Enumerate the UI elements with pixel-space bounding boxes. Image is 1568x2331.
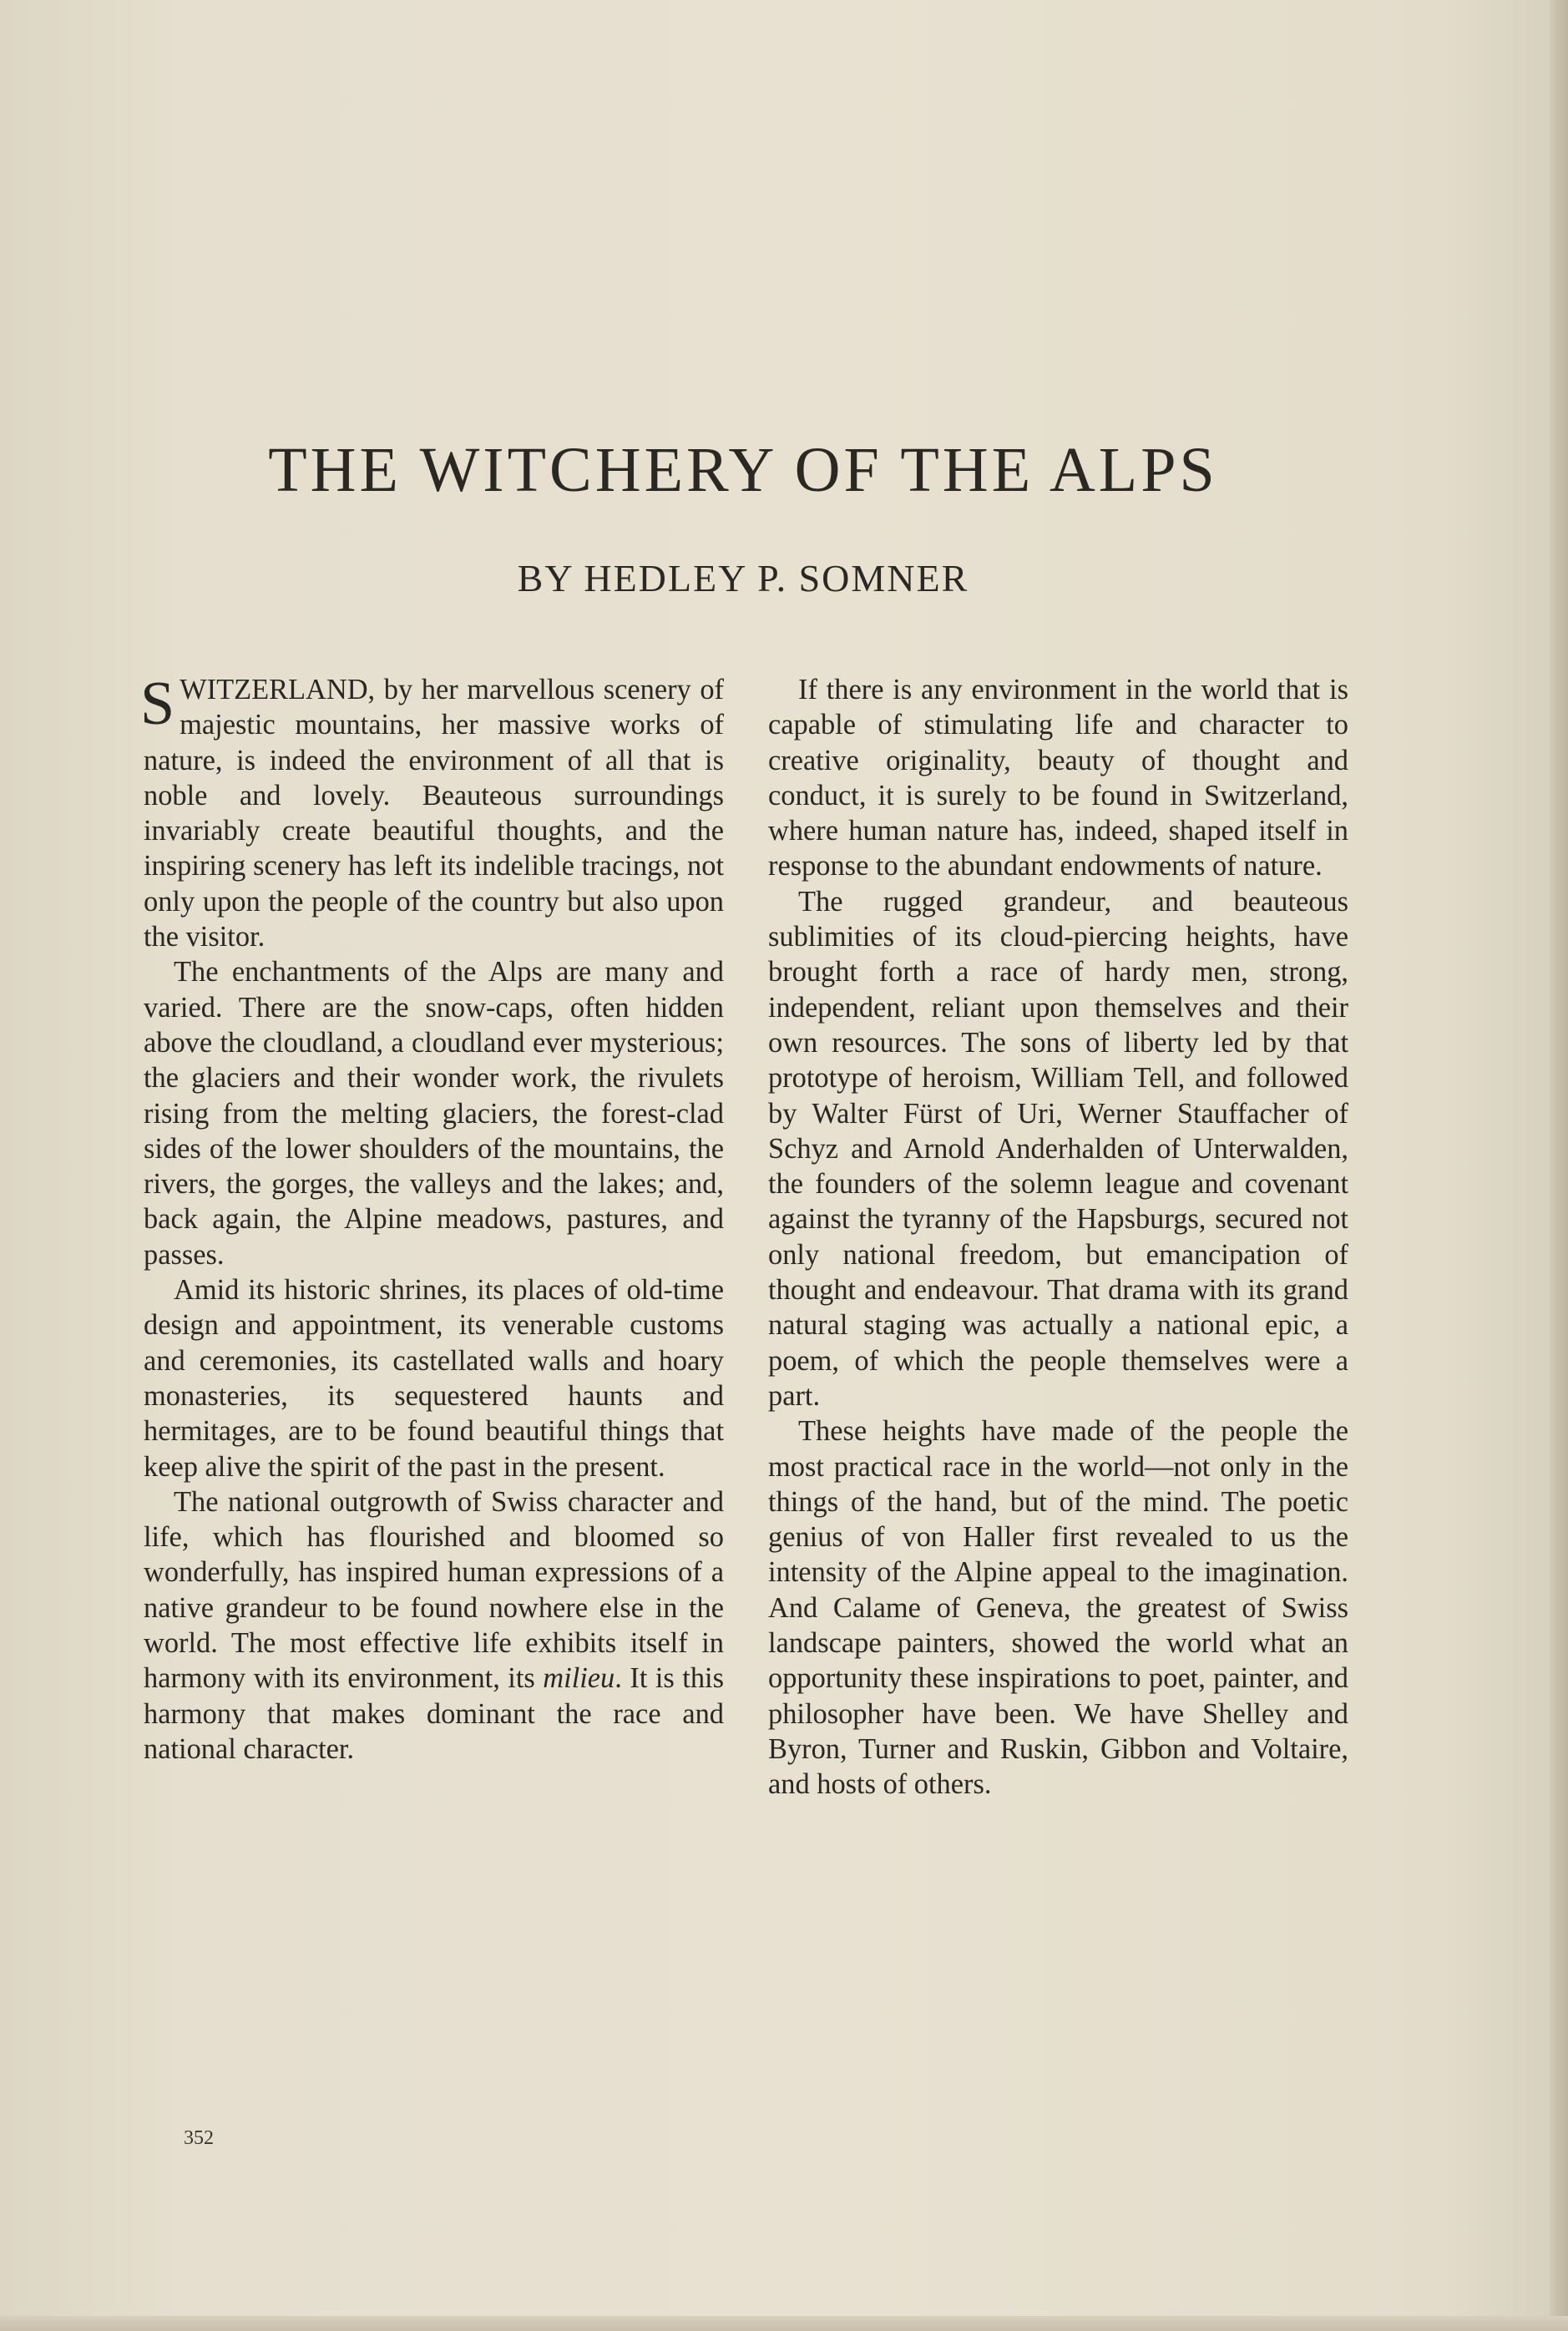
paragraph: These heights have made of the people the most practical race in the world—not only in the things of the hand, but of the mind. The poetic genius of von Haller first revealed to us the intensity of the Alpine appeal to the imagination. And Calame of Geneva, the greatest of Swiss landscape painters, showed the world what an opportunity these inspirations to poet, painter, and philosopher have been. We have Shelley and Byron, Turner and Ruskin, Gibbon and Voltaire, and hosts of others. (768, 1415, 1348, 1801)
paragraph: Amid its historic shrines, its places of old-time design and appointment, its venerable customs and ceremonies, its castellated walls and hoary monasteries, its sequestered haunts and hermitages, are to be found beautiful things that keep alive the spirit of the past in the present. (144, 1274, 724, 1483)
drop-cap: S (140, 670, 175, 738)
paragraph-text: . It is this harmony that makes dominant the race and national character. (144, 1662, 724, 1765)
page-edge-right (1550, 0, 1568, 2331)
paragraph-text: The national outgrowth of Swiss character and life, which has flourished and bloomed so wonderfully, has inspired human expressions of a native grandeur to be found nowhere else in the world. The most effective life exhibits itself in harmony with its environment, its (144, 1485, 724, 1695)
article-title: THE WITCHERY OF THE ALPS (268, 435, 1218, 505)
paragraph (144, 1484, 724, 1767)
page-edge-bottom (0, 2316, 1568, 2331)
paragraph: The rugged grandeur, and beauteous sublimities of its cloud-piercing heights, have brought forth a race of hardy men, strong, independent, reliant upon themselves and their own resources. The sons of liberty led by that prototype of heroism, William Tell, and followed by Walter Fürst of Uri, Werner Stauffacher of Schyz and Arnold Anderhalden of Unterwalden, the founders of the solemn league and covenant against the tyranny of the Hapsburgs, secured not only national freedom, but emancipation of thought and endeavour. That drama with its grand natural staging was actually a national epic, a poem, of which the people themselves were a part. (768, 885, 1348, 1412)
italic-term: milieu (543, 1662, 615, 1695)
paragraph: If there is any environment in the world that is capable of stimulating life and character to creative originality, beauty of thought and conduct, it is surely to be found in Switzerland, where human nature has, indeed, shaped itself in response to the abundant endowments of nature. (768, 674, 1348, 882)
paragraph: The enchantments of the Alps are many and varied. There are the snow-caps, often hidden above the cloudland, a cloudland ever mysterious; the glaciers and their wonder work, the rivulets rising from the melting glaciers, the forest-clad sides of the lower shoulders of the mountains, the rivers, the gorges, the valleys and the lakes; and, back again, the Alpine meadows, pastures, and passes. (144, 956, 724, 1271)
left-column (140, 670, 724, 1767)
page-number: 352 (184, 2127, 214, 2149)
paragraph (140, 670, 724, 954)
article-byline: BY HEDLEY P. SOMNER (517, 557, 969, 599)
paragraph-text: WITZERLAND, by her marvellous scenery of majestic mountains, her massive works of nature, is indeed the environment of all that is noble and lovely. Beauteous surroundings invariably create beautiful thoughts, and the inspiring scenery has left its indelible tracings, not only upon the people of the country but also upon the visitor. (144, 674, 724, 953)
right-column (768, 672, 1348, 1803)
